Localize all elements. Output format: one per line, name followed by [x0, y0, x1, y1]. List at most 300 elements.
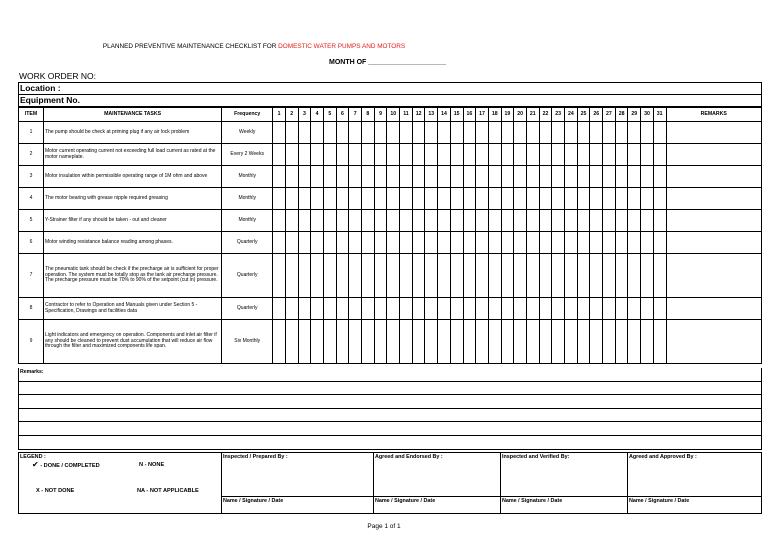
day-check-cell[interactable] [336, 254, 349, 298]
day-check-cell[interactable] [565, 232, 578, 254]
day-check-cell[interactable] [526, 232, 539, 254]
day-check-cell[interactable] [323, 166, 336, 188]
day-check-cell[interactable] [488, 122, 501, 144]
day-check-cell[interactable] [615, 210, 628, 232]
day-check-cell[interactable] [450, 210, 463, 232]
day-check-cell[interactable] [298, 210, 311, 232]
day-check-cell[interactable] [577, 188, 590, 210]
day-header: 13 [425, 108, 438, 122]
day-check-cell[interactable] [615, 122, 628, 144]
day-check-cell[interactable] [526, 210, 539, 232]
day-check-cell[interactable] [450, 166, 463, 188]
day-check-cell[interactable] [628, 298, 641, 320]
day-check-cell[interactable] [628, 144, 641, 166]
day-check-cell[interactable] [298, 122, 311, 144]
day-check-cell[interactable] [285, 188, 298, 210]
day-check-cell[interactable] [641, 298, 654, 320]
day-check-cell[interactable] [374, 320, 387, 364]
day-check-cell[interactable] [349, 210, 362, 232]
day-check-cell[interactable] [425, 144, 438, 166]
day-check-cell[interactable] [273, 254, 286, 298]
day-check-cell[interactable] [476, 122, 489, 144]
day-check-cell[interactable] [463, 298, 476, 320]
day-check-cell[interactable] [285, 320, 298, 364]
day-check-cell[interactable] [539, 144, 552, 166]
day-check-cell[interactable] [387, 188, 400, 210]
day-check-cell[interactable] [273, 144, 286, 166]
day-check-cell[interactable] [514, 188, 527, 210]
day-check-cell[interactable] [653, 210, 666, 232]
day-check-cell[interactable] [336, 298, 349, 320]
day-check-cell[interactable] [336, 144, 349, 166]
day-check-cell[interactable] [273, 210, 286, 232]
day-check-cell[interactable] [615, 166, 628, 188]
day-check-cell[interactable] [349, 122, 362, 144]
day-check-cell[interactable] [603, 254, 616, 298]
day-check-cell[interactable] [488, 320, 501, 364]
day-check-cell[interactable] [374, 298, 387, 320]
task-description: The pneumatic tank should be check if the precharge air is sufficient for proper operation. The system must be totally stop as the tank air precharge pressure. The precharge pressure must be 70% to 90% of the setpoint (cut in) pressure. [44, 254, 222, 298]
day-check-cell[interactable] [450, 144, 463, 166]
day-check-cell[interactable] [273, 232, 286, 254]
day-check-cell[interactable] [577, 320, 590, 364]
remarks-cell[interactable] [666, 254, 761, 298]
day-check-cell[interactable] [412, 320, 425, 364]
day-check-cell[interactable] [590, 210, 603, 232]
day-check-cell[interactable] [349, 298, 362, 320]
day-check-cell[interactable] [539, 122, 552, 144]
day-check-cell[interactable] [552, 210, 565, 232]
day-check-cell[interactable] [501, 254, 514, 298]
day-check-cell[interactable] [514, 122, 527, 144]
day-check-cell[interactable] [323, 320, 336, 364]
day-check-cell[interactable] [336, 166, 349, 188]
day-check-cell[interactable] [336, 232, 349, 254]
day-check-cell[interactable] [565, 298, 578, 320]
day-check-cell[interactable] [577, 166, 590, 188]
day-check-cell[interactable] [590, 298, 603, 320]
remarks-cell[interactable] [666, 166, 761, 188]
day-check-cell[interactable] [526, 254, 539, 298]
day-check-cell[interactable] [311, 298, 324, 320]
day-check-cell[interactable] [425, 122, 438, 144]
day-check-cell[interactable] [628, 232, 641, 254]
day-check-cell[interactable] [425, 166, 438, 188]
day-check-cell[interactable] [501, 232, 514, 254]
day-check-cell[interactable] [552, 122, 565, 144]
day-check-cell[interactable] [603, 166, 616, 188]
day-check-cell[interactable] [285, 298, 298, 320]
title-highlight: DOMESTIC WATER PUMPS AND MOTORS [278, 43, 406, 50]
day-check-cell[interactable] [311, 232, 324, 254]
day-check-cell[interactable] [565, 320, 578, 364]
day-check-cell[interactable] [400, 254, 413, 298]
day-check-cell[interactable] [425, 210, 438, 232]
day-check-cell[interactable] [362, 166, 375, 188]
day-check-cell[interactable] [514, 232, 527, 254]
day-check-cell[interactable] [603, 298, 616, 320]
day-check-cell[interactable] [514, 254, 527, 298]
day-check-cell[interactable] [349, 232, 362, 254]
day-check-cell[interactable] [273, 188, 286, 210]
day-check-cell[interactable] [298, 144, 311, 166]
day-check-cell[interactable] [412, 254, 425, 298]
day-check-cell[interactable] [539, 166, 552, 188]
day-check-cell[interactable] [285, 210, 298, 232]
table-row [19, 166, 762, 188]
day-check-cell[interactable] [387, 298, 400, 320]
day-check-cell[interactable] [412, 210, 425, 232]
day-check-cell[interactable] [298, 188, 311, 210]
day-check-cell[interactable] [539, 188, 552, 210]
day-check-cell[interactable] [438, 320, 451, 364]
day-check-cell[interactable] [425, 298, 438, 320]
day-check-cell[interactable] [577, 298, 590, 320]
day-check-cell[interactable] [285, 254, 298, 298]
task-description: The pump should be check at priming plug if any air lock problem [44, 122, 222, 144]
day-check-cell[interactable] [590, 166, 603, 188]
day-check-cell[interactable] [539, 254, 552, 298]
day-check-cell[interactable] [336, 320, 349, 364]
day-check-cell[interactable] [539, 320, 552, 364]
day-check-cell[interactable] [298, 320, 311, 364]
day-check-cell[interactable] [526, 188, 539, 210]
day-check-cell[interactable] [615, 254, 628, 298]
day-check-cell[interactable] [387, 254, 400, 298]
day-check-cell[interactable] [501, 166, 514, 188]
day-check-cell[interactable] [438, 166, 451, 188]
day-check-cell[interactable] [476, 254, 489, 298]
day-check-cell[interactable] [450, 122, 463, 144]
day-check-cell[interactable] [590, 320, 603, 364]
day-check-cell[interactable] [273, 166, 286, 188]
day-check-cell[interactable] [526, 166, 539, 188]
day-check-cell[interactable] [374, 166, 387, 188]
day-check-cell[interactable] [463, 144, 476, 166]
day-check-cell[interactable] [615, 320, 628, 364]
day-check-cell[interactable] [273, 122, 286, 144]
day-check-cell[interactable] [323, 232, 336, 254]
day-check-cell[interactable] [641, 122, 654, 144]
day-check-cell[interactable] [476, 188, 489, 210]
day-check-cell[interactable] [552, 166, 565, 188]
day-check-cell[interactable] [285, 122, 298, 144]
day-check-cell[interactable] [590, 122, 603, 144]
day-check-cell[interactable] [450, 188, 463, 210]
day-check-cell[interactable] [362, 210, 375, 232]
day-check-cell[interactable] [387, 232, 400, 254]
day-check-cell[interactable] [323, 254, 336, 298]
day-check-cell[interactable] [476, 232, 489, 254]
signoff-block [18, 452, 762, 514]
day-check-cell[interactable] [653, 122, 666, 144]
day-check-cell[interactable] [438, 232, 451, 254]
day-check-cell[interactable] [374, 188, 387, 210]
day-check-cell[interactable] [400, 188, 413, 210]
day-check-cell[interactable] [628, 122, 641, 144]
day-check-cell[interactable] [349, 254, 362, 298]
day-check-cell[interactable] [438, 254, 451, 298]
day-check-cell[interactable] [323, 210, 336, 232]
day-check-cell[interactable] [565, 166, 578, 188]
day-check-cell[interactable] [311, 144, 324, 166]
day-check-cell[interactable] [501, 144, 514, 166]
day-check-cell[interactable] [526, 122, 539, 144]
day-check-cell[interactable] [463, 166, 476, 188]
day-check-cell[interactable] [463, 232, 476, 254]
day-check-cell[interactable] [362, 254, 375, 298]
day-check-cell[interactable] [362, 188, 375, 210]
day-check-cell[interactable] [565, 122, 578, 144]
day-check-cell[interactable] [400, 144, 413, 166]
remarks-cell[interactable] [666, 320, 761, 364]
day-check-cell[interactable] [641, 144, 654, 166]
day-check-cell[interactable] [476, 320, 489, 364]
day-check-cell[interactable] [615, 298, 628, 320]
day-check-cell[interactable] [374, 232, 387, 254]
day-check-cell[interactable] [590, 144, 603, 166]
day-check-cell[interactable] [349, 166, 362, 188]
day-check-cell[interactable] [387, 210, 400, 232]
day-check-cell[interactable] [273, 298, 286, 320]
day-check-cell[interactable] [463, 210, 476, 232]
day-check-cell[interactable] [387, 166, 400, 188]
day-check-cell[interactable] [400, 298, 413, 320]
remarks-cell[interactable] [666, 144, 761, 166]
day-check-cell[interactable] [336, 210, 349, 232]
day-check-cell[interactable] [603, 188, 616, 210]
day-check-cell[interactable] [577, 254, 590, 298]
day-check-cell[interactable] [450, 320, 463, 364]
day-check-cell[interactable] [615, 144, 628, 166]
day-check-cell[interactable] [425, 320, 438, 364]
day-check-cell[interactable] [552, 298, 565, 320]
day-check-cell[interactable] [374, 210, 387, 232]
day-check-cell[interactable] [603, 144, 616, 166]
remarks-cell[interactable] [666, 188, 761, 210]
day-check-cell[interactable] [653, 188, 666, 210]
day-check-cell[interactable] [653, 320, 666, 364]
day-check-cell[interactable] [539, 232, 552, 254]
day-check-cell[interactable] [488, 254, 501, 298]
day-check-cell[interactable] [362, 122, 375, 144]
day-check-cell[interactable] [552, 320, 565, 364]
day-check-cell[interactable] [552, 188, 565, 210]
day-check-cell[interactable] [425, 188, 438, 210]
day-check-cell[interactable] [425, 254, 438, 298]
day-check-cell[interactable] [565, 188, 578, 210]
day-check-cell[interactable] [526, 144, 539, 166]
day-check-cell[interactable] [412, 122, 425, 144]
remarks-cell[interactable] [666, 210, 761, 232]
day-check-cell[interactable] [323, 122, 336, 144]
day-check-cell[interactable] [412, 232, 425, 254]
day-check-cell[interactable] [374, 144, 387, 166]
day-check-cell[interactable] [298, 232, 311, 254]
day-check-cell[interactable] [425, 232, 438, 254]
day-check-cell[interactable] [400, 166, 413, 188]
day-check-cell[interactable] [552, 144, 565, 166]
day-check-cell[interactable] [628, 210, 641, 232]
day-check-cell[interactable] [552, 232, 565, 254]
day-check-cell[interactable] [400, 320, 413, 364]
day-check-cell[interactable] [590, 188, 603, 210]
day-check-cell[interactable] [400, 122, 413, 144]
day-check-cell[interactable] [615, 232, 628, 254]
day-check-cell[interactable] [311, 254, 324, 298]
day-check-cell[interactable] [577, 232, 590, 254]
day-header: 25 [577, 108, 590, 122]
remarks-cell[interactable] [666, 298, 761, 320]
day-check-cell[interactable] [552, 254, 565, 298]
day-check-cell[interactable] [603, 122, 616, 144]
day-check-cell[interactable] [603, 232, 616, 254]
day-check-cell[interactable] [400, 210, 413, 232]
day-check-cell[interactable] [450, 232, 463, 254]
day-check-cell[interactable] [349, 320, 362, 364]
legend-done [32, 460, 100, 469]
day-check-cell[interactable] [488, 166, 501, 188]
day-check-cell[interactable] [374, 122, 387, 144]
day-check-cell[interactable] [590, 232, 603, 254]
task-description: Motor insulation within permissible operating range of 1M ohm and above [44, 166, 222, 188]
day-check-cell[interactable] [412, 298, 425, 320]
day-check-cell[interactable] [298, 254, 311, 298]
day-check-cell[interactable] [311, 210, 324, 232]
day-check-cell[interactable] [349, 144, 362, 166]
day-check-cell[interactable] [488, 188, 501, 210]
day-check-cell[interactable] [526, 298, 539, 320]
day-check-cell[interactable] [501, 122, 514, 144]
day-check-cell[interactable] [311, 166, 324, 188]
day-check-cell[interactable] [463, 188, 476, 210]
day-check-cell[interactable] [653, 254, 666, 298]
day-check-cell[interactable] [438, 144, 451, 166]
day-check-cell[interactable] [565, 210, 578, 232]
day-check-cell[interactable] [577, 122, 590, 144]
day-check-cell[interactable] [501, 210, 514, 232]
day-check-cell[interactable] [285, 232, 298, 254]
remarks-cell[interactable] [666, 122, 761, 144]
day-check-cell[interactable] [565, 144, 578, 166]
day-check-cell[interactable] [450, 298, 463, 320]
day-check-cell[interactable] [628, 188, 641, 210]
day-check-cell[interactable] [387, 144, 400, 166]
day-check-cell[interactable] [463, 254, 476, 298]
day-check-cell[interactable] [565, 254, 578, 298]
day-check-cell[interactable] [412, 188, 425, 210]
day-check-cell[interactable] [476, 144, 489, 166]
day-check-cell[interactable] [488, 232, 501, 254]
day-check-cell[interactable] [653, 298, 666, 320]
day-check-cell[interactable] [450, 254, 463, 298]
day-check-cell[interactable] [336, 122, 349, 144]
day-check-cell[interactable] [641, 320, 654, 364]
table-header-row [19, 108, 762, 122]
day-check-cell[interactable] [539, 210, 552, 232]
day-check-cell[interactable] [514, 320, 527, 364]
day-header: 21 [526, 108, 539, 122]
day-check-cell[interactable] [311, 320, 324, 364]
day-check-cell[interactable] [590, 254, 603, 298]
day-check-cell[interactable] [577, 144, 590, 166]
day-check-cell[interactable] [514, 210, 527, 232]
day-check-cell[interactable] [438, 210, 451, 232]
day-check-cell[interactable] [362, 144, 375, 166]
day-check-cell[interactable] [387, 320, 400, 364]
day-check-cell[interactable] [501, 298, 514, 320]
day-check-cell[interactable] [641, 232, 654, 254]
table-row [19, 188, 762, 210]
day-check-cell[interactable] [273, 320, 286, 364]
day-check-cell[interactable] [615, 188, 628, 210]
day-check-cell[interactable] [641, 210, 654, 232]
day-check-cell[interactable] [641, 188, 654, 210]
day-check-cell[interactable] [514, 298, 527, 320]
day-check-cell[interactable] [323, 188, 336, 210]
day-check-cell[interactable] [476, 210, 489, 232]
day-check-cell[interactable] [298, 166, 311, 188]
day-check-cell[interactable] [526, 320, 539, 364]
day-check-cell[interactable] [653, 232, 666, 254]
day-check-cell[interactable] [362, 232, 375, 254]
day-check-cell[interactable] [362, 298, 375, 320]
day-check-cell[interactable] [400, 232, 413, 254]
day-check-cell[interactable] [349, 188, 362, 210]
day-check-cell[interactable] [438, 298, 451, 320]
day-check-cell[interactable] [488, 210, 501, 232]
day-check-cell[interactable] [628, 254, 641, 298]
day-check-cell[interactable] [463, 122, 476, 144]
day-check-cell[interactable] [603, 210, 616, 232]
day-check-cell[interactable] [285, 166, 298, 188]
day-check-cell[interactable] [653, 166, 666, 188]
day-check-cell[interactable] [577, 210, 590, 232]
day-check-cell[interactable] [387, 122, 400, 144]
day-check-cell[interactable] [514, 144, 527, 166]
day-check-cell[interactable] [323, 298, 336, 320]
day-check-cell[interactable] [476, 166, 489, 188]
remarks-cell[interactable] [666, 232, 761, 254]
day-check-cell[interactable] [463, 320, 476, 364]
day-check-cell[interactable] [438, 188, 451, 210]
day-check-cell[interactable] [412, 144, 425, 166]
day-check-cell[interactable] [298, 298, 311, 320]
day-check-cell[interactable] [641, 254, 654, 298]
day-check-cell[interactable] [311, 188, 324, 210]
day-check-cell[interactable] [374, 254, 387, 298]
day-check-cell[interactable] [488, 298, 501, 320]
day-check-cell[interactable] [501, 320, 514, 364]
day-check-cell[interactable] [628, 320, 641, 364]
day-check-cell[interactable] [603, 320, 616, 364]
day-check-cell[interactable] [488, 144, 501, 166]
day-check-cell[interactable] [514, 166, 527, 188]
day-check-cell[interactable] [362, 320, 375, 364]
day-check-cell[interactable] [412, 166, 425, 188]
day-check-cell[interactable] [311, 122, 324, 144]
day-check-cell[interactable] [501, 188, 514, 210]
day-check-cell[interactable] [641, 166, 654, 188]
day-check-cell[interactable] [336, 188, 349, 210]
day-check-cell[interactable] [476, 298, 489, 320]
day-check-cell[interactable] [323, 144, 336, 166]
day-check-cell[interactable] [628, 166, 641, 188]
day-check-cell[interactable] [438, 122, 451, 144]
day-check-cell[interactable] [653, 144, 666, 166]
day-check-cell[interactable] [285, 144, 298, 166]
day-check-cell[interactable] [539, 298, 552, 320]
